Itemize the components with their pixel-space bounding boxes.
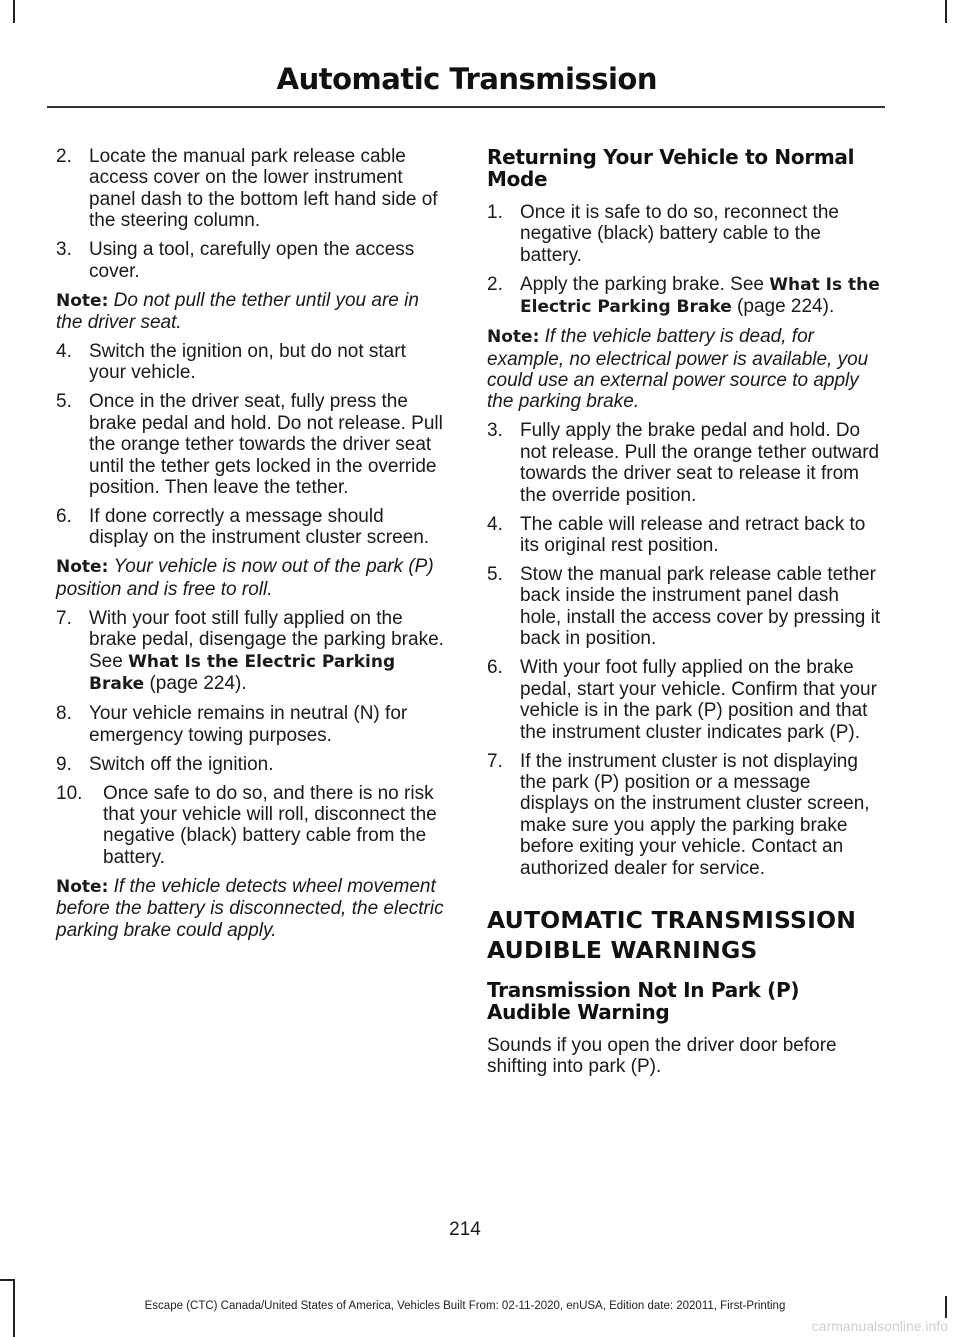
step-number: 4. — [56, 341, 72, 363]
step-number: 10. — [56, 782, 83, 804]
step-number: 6. — [56, 506, 72, 528]
step-text: Once it is safe to do so, reconnect the negative (black) battery cable to the battery. — [520, 202, 839, 266]
step-6 — [56, 506, 448, 549]
step-text: Switch the ignition on, but do not start your vehicle. — [89, 341, 406, 384]
step-number: 1. — [487, 202, 503, 223]
note-text: If the vehicle battery is dead, for example, no electrical power is available, you could use an external power source to apply the parking brake. — [487, 326, 869, 413]
step-text-body: Apply the parking brake. See — [520, 273, 770, 295]
note-free-to-roll — [56, 556, 448, 600]
step-9 — [56, 754, 448, 775]
step-10 — [56, 783, 448, 869]
step-text: Stow the manual park release cable tether back inside the instrument panel dash hole, install the access cover by pressing it back in position. — [520, 564, 881, 650]
step-text: The cable will release and retract back to its original rest position. — [520, 513, 866, 557]
step-3 — [487, 420, 883, 506]
step-5 — [487, 564, 883, 650]
xref-electric-parking-brake[interactable]: What Is the Electric Parking Brake — [520, 274, 880, 318]
xref-electric-parking-brake[interactable]: What Is the Electric Parking Brake — [89, 651, 396, 695]
step-text: Switch off the ignition. — [89, 753, 274, 775]
step-text: Your vehicle remains in neutral (N) for emergency towing purposes. — [89, 703, 408, 746]
step-7 — [56, 608, 448, 696]
note-wheel-movement — [56, 876, 448, 941]
step-6 — [487, 657, 883, 743]
step-text: Locate the manual park release cable access cover on the lower instrument panel dash to the bottom left hand side of the steering column. — [89, 146, 438, 232]
page-title: Automatic Transmission — [276, 62, 657, 96]
section-heading-line-2: AUDIBLE WARNINGS — [487, 935, 758, 964]
note-label: Note: — [56, 876, 109, 897]
header-divider — [47, 106, 885, 108]
note-text: Your vehicle is now out of the park (P) position and is free to roll. — [56, 556, 434, 600]
step-text: If the instrument cluster is not displaying the park (P) position or a message displays on the instrument cluster screen, make sure you apply the parking brake before exiting your vehicle. Contact an authorized dealer for service. — [520, 750, 870, 879]
note-label: Note: — [56, 290, 109, 311]
heading-not-in-park-warning: Transmission Not In Park (P) Audible Warning — [487, 977, 800, 1024]
paragraph-warning: Sounds if you open the driver door before shifting into park (P). — [487, 1034, 837, 1078]
step-text: If done correctly a message should display on the instrument cluster screen. — [89, 506, 430, 549]
step-number: 5. — [487, 564, 503, 586]
step-number: 2. — [56, 146, 72, 167]
step-3 — [56, 239, 448, 282]
step-4 — [56, 341, 448, 384]
step-text — [89, 608, 448, 696]
step-text: Once in the driver seat, fully press the brake pedal and hold. Do not release. Pull the orange tether towards the driver seat until the tether gets locked in the override position. Then leave the tether. — [89, 391, 443, 499]
step-number: 3. — [56, 239, 72, 261]
step-text: With your foot fully applied on the brake pedal, start your vehicle. Confirm that your vehicle is in the park (P) position and that the instrument cluster indicates park (P). — [520, 657, 877, 743]
crop-mark-top-right — [945, 0, 947, 23]
step-number: 8. — [56, 703, 72, 725]
step-text — [520, 274, 883, 319]
step-text: Fully apply the brake pedal and hold. Do not release. Pull the orange tether outward towards the driver seat to release it from the override position. — [520, 420, 880, 506]
section-heading — [487, 905, 883, 965]
right-column — [487, 146, 883, 1078]
footer-edition: Escape (CTC) Canada/United States of America, Vehicles Built From: 02-11-2020, enUSA, Edition date: 202011, First-Printing — [144, 1300, 786, 1312]
section-heading-line-1: AUTOMATIC TRANSMISSION — [487, 905, 857, 934]
note-battery-dead — [487, 326, 883, 413]
note-text: Do not pull the tether until you are in the driver seat. — [56, 289, 419, 334]
step-number: 6. — [487, 657, 503, 679]
crop-mark-bottom-left-h — [0, 1279, 15, 1281]
crop-mark-bottom-right — [945, 1296, 947, 1318]
heading-normal-mode: Returning Your Vehicle to Normal Mode — [487, 145, 855, 191]
step-2 — [487, 274, 883, 319]
step-number: 7. — [56, 607, 72, 629]
note-label: Note: — [56, 557, 109, 578]
step-text-body: With your foot still fully applied on the brake pedal, disengage the parking brake. See — [89, 607, 444, 672]
xref-page: (page 224). — [731, 296, 835, 318]
step-number: 7. — [487, 750, 503, 772]
step-number: 2. — [487, 273, 503, 295]
step-text: Once safe to do so, and there is no risk that your vehicle will roll, disconnect the negative (black) battery cable from the battery. — [103, 782, 437, 868]
note-tether — [56, 290, 448, 334]
step-7 — [487, 751, 883, 879]
step-number: 5. — [56, 391, 72, 413]
step-4 — [487, 514, 883, 557]
watermark: carmanualsonline.info — [811, 1318, 948, 1334]
step-5 — [56, 391, 448, 498]
left-column — [56, 146, 448, 949]
step-text: Using a tool, carefully open the access cover. — [89, 239, 415, 282]
section-spacer — [487, 965, 883, 979]
crop-mark-top-left — [13, 0, 15, 23]
page-number: 214 — [449, 1219, 481, 1240]
step-8 — [56, 703, 448, 746]
step-number: 9. — [56, 753, 72, 775]
step-number: 3. — [487, 420, 503, 442]
note-text: If the vehicle detects wheel movement before the battery is disconnected, the electric parking brake could apply. — [56, 875, 444, 941]
step-2 — [56, 146, 448, 232]
step-1 — [487, 202, 883, 266]
note-label: Note: — [487, 327, 540, 348]
step-number: 4. — [487, 513, 503, 535]
xref-page: (page 224). — [144, 673, 247, 695]
